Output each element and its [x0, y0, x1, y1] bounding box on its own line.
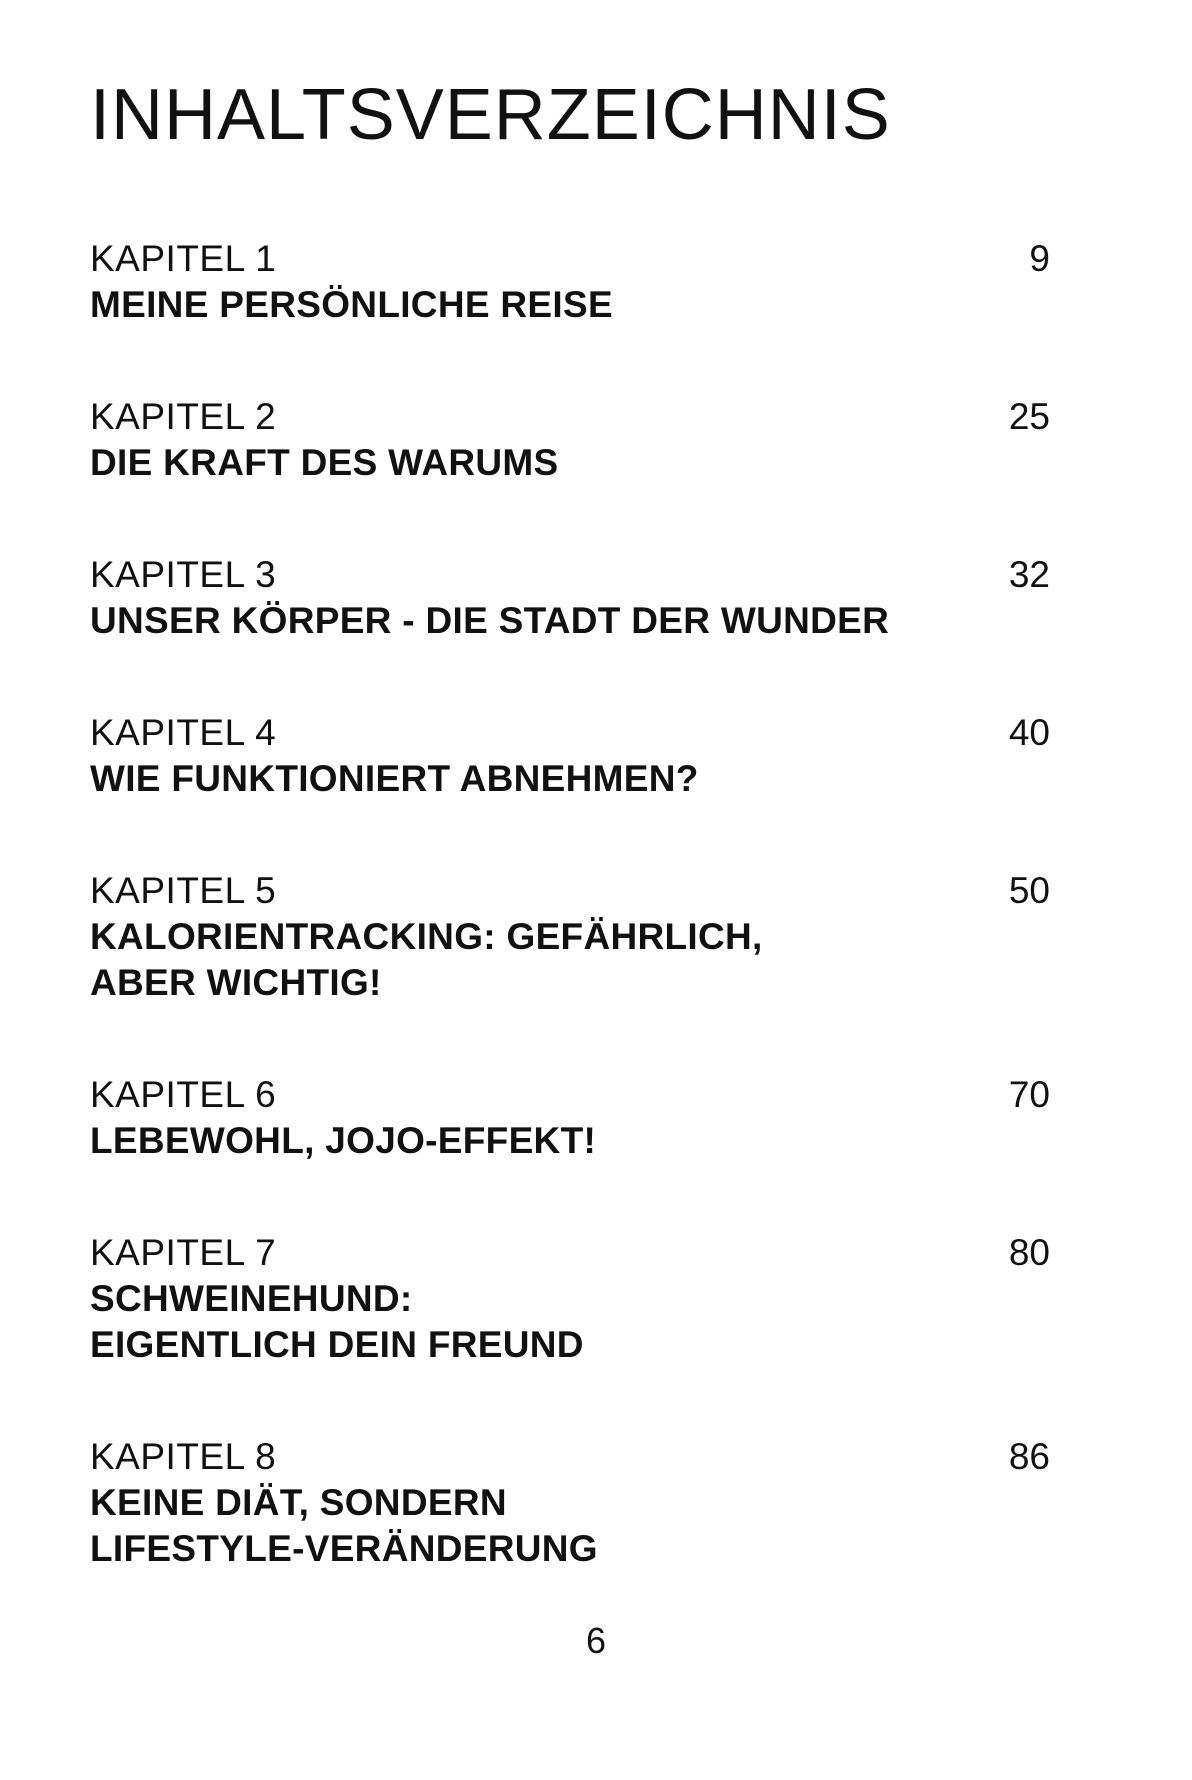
toc-entry-5[interactable]	[90, 868, 1050, 1006]
chapter-title-line-1: KEINE DIÄT, SONDERN	[90, 1482, 507, 1523]
chapter-title-line-2: ABER WICHTIG!	[90, 962, 382, 1003]
chapter-row	[90, 1072, 1050, 1118]
chapter-title: DIE KRAFT DES WARUMS	[90, 442, 559, 483]
chapter-row	[90, 868, 1050, 914]
chapter-title: LEBEWOHL, JOJO-EFFEKT!	[90, 1120, 597, 1161]
chapter-title-line-1: KALORIENTRACKING: GEFÄHRLICH,	[90, 916, 763, 957]
chapter-title-line-2: LIFESTYLE-VERÄNDERUNG	[90, 1528, 598, 1569]
chapter-page-number: 70	[1008, 1074, 1050, 1115]
chapter-title: WIE FUNKTIONIERT ABNEHMEN?	[90, 758, 699, 799]
chapter-title: MEINE PERSÖNLICHE REISE	[90, 284, 613, 325]
chapter-row	[90, 394, 1050, 440]
chapter-label: KAPITEL 7	[90, 1232, 277, 1273]
chapter-row	[90, 236, 1050, 282]
toc-entry-1[interactable]	[90, 236, 1050, 328]
chapter-title-line-2: EIGENTLICH DEIN FREUND	[90, 1324, 584, 1365]
toc-entry-3[interactable]	[90, 552, 1050, 644]
table-of-contents	[90, 236, 1050, 1638]
chapter-page-number: 9	[1029, 238, 1050, 279]
chapter-row	[90, 710, 1050, 756]
toc-entry-2[interactable]	[90, 394, 1050, 486]
chapter-title-line-1: SCHWEINEHUND:	[90, 1278, 413, 1319]
chapter-row	[90, 1434, 1050, 1480]
chapter-page-number: 80	[1008, 1232, 1050, 1273]
chapter-row	[90, 1230, 1050, 1276]
chapter-page-number: 50	[1008, 870, 1050, 911]
chapter-label: KAPITEL 5	[90, 870, 277, 911]
chapter-row	[90, 552, 1050, 598]
toc-entry-7[interactable]	[90, 1230, 1050, 1368]
chapter-label: KAPITEL 4	[90, 712, 277, 753]
page-title: INHALTSVERZEICHNIS	[90, 75, 891, 155]
chapter-page-number: 32	[1008, 554, 1050, 595]
toc-entry-8[interactable]	[90, 1434, 1050, 1572]
chapter-label: KAPITEL 6	[90, 1074, 277, 1115]
chapter-page-number: 86	[1008, 1436, 1050, 1477]
toc-entry-4[interactable]	[90, 710, 1050, 802]
chapter-label: KAPITEL 2	[90, 396, 277, 437]
chapter-label: KAPITEL 1	[90, 238, 277, 279]
page-number: 6	[585, 1620, 607, 1661]
chapter-page-number: 25	[1008, 396, 1050, 437]
chapter-title: UNSER KÖRPER - DIE STADT DER WUNDER	[90, 600, 890, 641]
chapter-label: KAPITEL 3	[90, 554, 277, 595]
toc-entry-6[interactable]	[90, 1072, 1050, 1164]
chapter-page-number: 40	[1008, 712, 1050, 753]
chapter-label: KAPITEL 8	[90, 1436, 277, 1477]
